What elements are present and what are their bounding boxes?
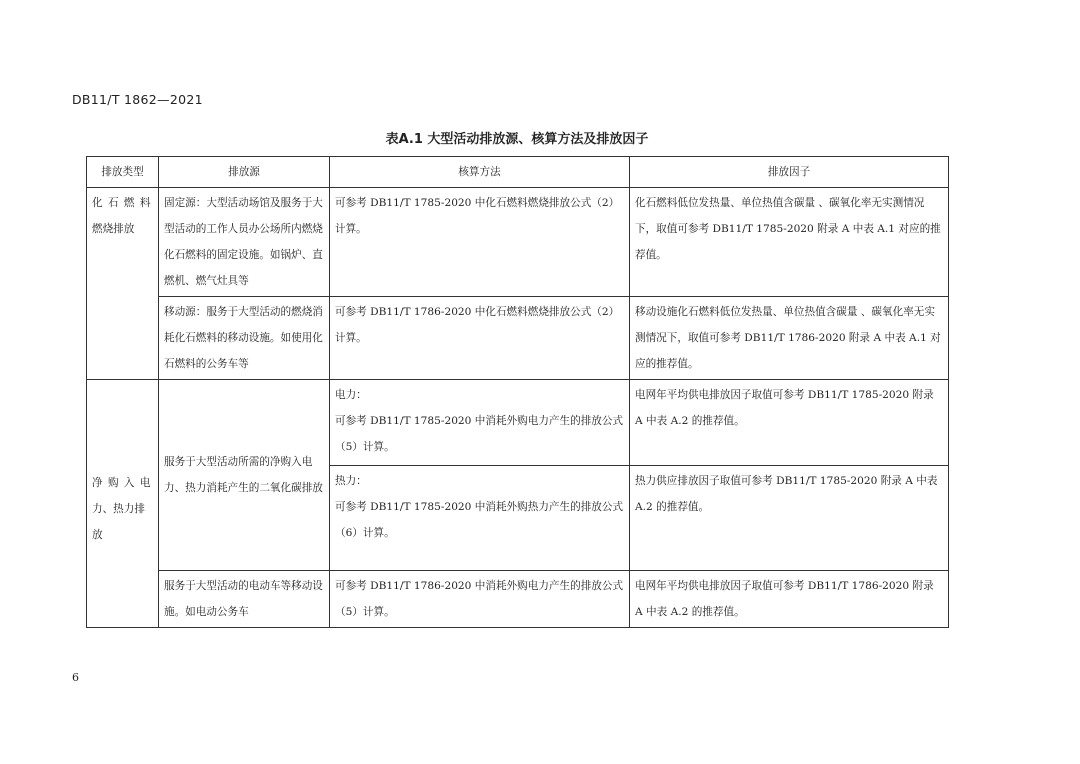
method-label: 电力： xyxy=(335,389,367,401)
method-cell: 可参考 DB11/T 1785-2020 中化石燃料燃烧排放公式（2）计算。 xyxy=(330,188,630,297)
factor-cell: 热力供应排放因子取值可参考 DB11/T 1785-2020 附录 A 中表 A.2 的推荐值。 xyxy=(630,466,949,571)
source-cell: 移动源：服务于大型活动的燃烧消耗化石燃料的移动设施。如使用化石燃料的公务车等 xyxy=(159,297,330,380)
method-cell: 可参考 DB11/T 1786-2020 中消耗外购电力产生的排放公式（5）计算。 xyxy=(330,571,630,628)
method-text: 可参考 DB11/T 1785-2020 中消耗外购热力产生的排放公式（6）计算。 xyxy=(335,501,624,539)
emission-type-purchased xyxy=(87,380,159,628)
factor-cell: 移动设施化石燃料低位发热量、单位热值含碳量 、碳氧化率无实测情况下，取值可参考 DB11/T 1786-2020 附录 A 中表 A.1 对应的推荐值。 xyxy=(630,297,949,380)
emission-type-line: 燃烧排放 xyxy=(92,223,135,235)
emission-type-line: 化 石 燃 料 xyxy=(92,197,152,209)
source-cell: 服务于大型活动所需的净购入电力、热力消耗产生的二氧化碳排放 xyxy=(159,380,330,571)
emission-type-line: 放 xyxy=(92,529,103,541)
column-header-source: 排放源 xyxy=(159,157,330,188)
factor-cell: 电网年平均供电排放因子取值可参考 DB11/T 1785-2020 附录 A 中表 A.2 的推荐值。 xyxy=(630,380,949,466)
table-row xyxy=(87,571,949,628)
table-row xyxy=(87,188,949,297)
source-cell: 服务于大型活动的电动车等移动设施。如电动公务车 xyxy=(159,571,330,628)
column-header-factor: 排放因子 xyxy=(630,157,949,188)
method-cell xyxy=(330,466,630,571)
table-header-row xyxy=(87,157,949,188)
method-cell xyxy=(330,380,630,466)
column-header-type: 排放类型 xyxy=(87,157,159,188)
emission-type-line: 净 购 入 电 xyxy=(92,477,152,489)
method-cell: 可参考 DB11/T 1786-2020 中化石燃料燃烧排放公式（2）计算。 xyxy=(330,297,630,380)
document-code: DB11/T 1862—2021 xyxy=(72,92,203,107)
emission-type-line: 力、热力排 xyxy=(92,503,145,515)
page-number: 6 xyxy=(72,671,79,684)
column-header-method: 核算方法 xyxy=(330,157,630,188)
source-cell: 固定源：大型活动场馆及服务于大型活动的工作人员办公场所内燃烧化石燃料的固定设施。如锅炉、直燃机、燃气灶具等 xyxy=(159,188,330,297)
table-row xyxy=(87,380,949,466)
factor-cell: 电网年平均供电排放因子取值可参考 DB11/T 1786-2020 附录 A 中表 A.2 的推荐值。 xyxy=(630,571,949,628)
method-label: 热力： xyxy=(335,475,367,487)
factor-cell: 化石燃料低位发热量、单位热值含碳量 、碳氧化率无实测情况下，取值可参考 DB11/T 1785-2020 附录 A 中表 A.1 对应的推荐值。 xyxy=(630,188,949,297)
emission-table xyxy=(86,156,949,628)
method-text: 可参考 DB11/T 1785-2020 中消耗外购电力产生的排放公式（5）计算。 xyxy=(335,415,624,453)
emission-type-fossil xyxy=(87,188,159,380)
table-row xyxy=(87,297,949,380)
table-title: 表A.1 大型活动排放源、核算方法及排放因子 xyxy=(385,132,649,147)
